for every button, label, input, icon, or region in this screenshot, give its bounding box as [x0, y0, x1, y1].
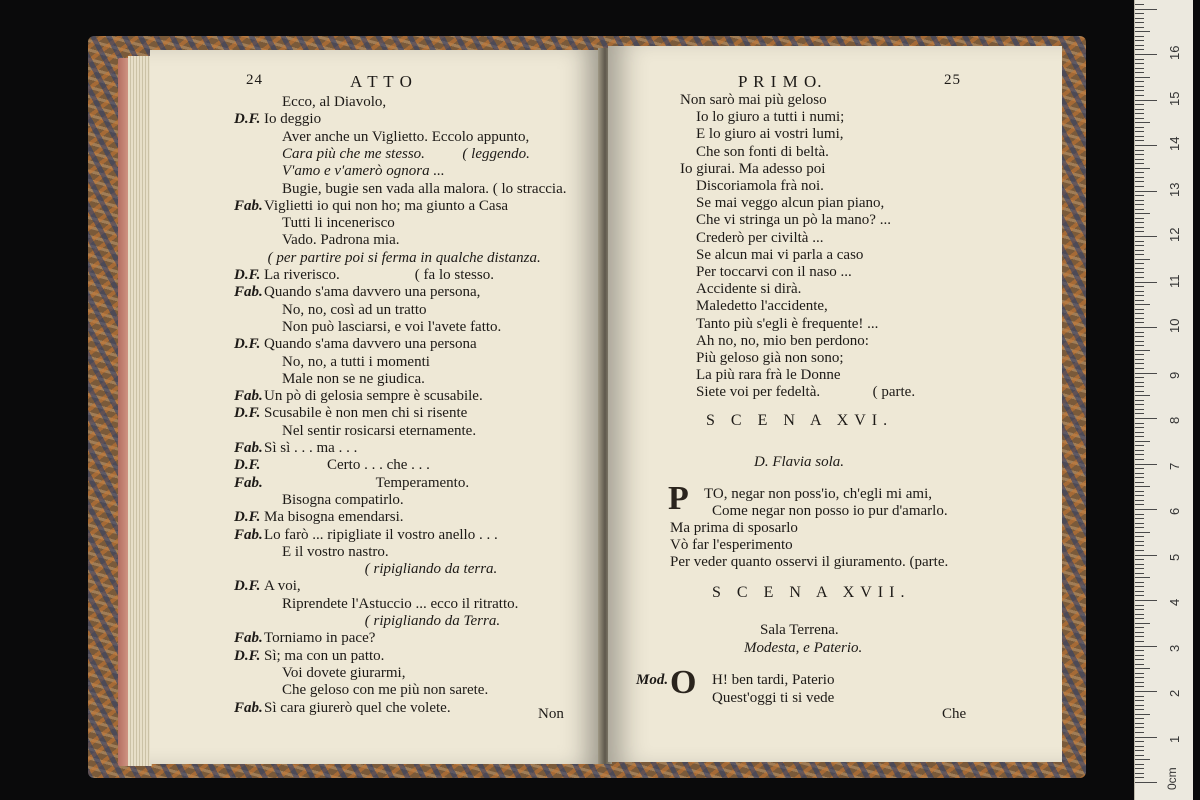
ruler-tick [1135, 518, 1144, 519]
ruler-tick [1135, 600, 1157, 601]
ruler-tick [1135, 586, 1144, 587]
ruler-tick [1135, 300, 1144, 301]
ruler-tick [1135, 464, 1157, 465]
ruler-tick [1135, 222, 1144, 223]
verse-line: E lo giuro ai vostri lumi, [696, 126, 844, 143]
ruler-tick [1135, 27, 1144, 28]
ruler-tick [1135, 714, 1150, 715]
ruler-tick [1135, 191, 1157, 192]
verse-line: Che geloso con me più non sarete. [282, 682, 489, 699]
speaker-label: D.F. [234, 578, 261, 595]
ruler-tick [1135, 49, 1144, 50]
verse-line: No, no, così ad un tratto [282, 301, 427, 318]
ruler-tick [1135, 172, 1144, 173]
ruler-tick [1135, 386, 1144, 387]
ruler-tick [1135, 409, 1144, 410]
speaker-label: D.F. [234, 336, 261, 353]
ruler-tick [1135, 332, 1144, 333]
ruler-tick [1135, 782, 1157, 783]
ruler-number: 3 [1167, 644, 1182, 652]
ruler-tick [1135, 686, 1144, 687]
ruler-tick [1135, 345, 1144, 346]
ruler-tick [1135, 545, 1144, 546]
ruler-tick [1135, 54, 1157, 55]
ruler-tick [1135, 432, 1144, 433]
verse-line: La più rara frà le Donne [696, 367, 841, 384]
speaker-label: Fab. [234, 630, 263, 647]
ruler-tick [1135, 454, 1144, 455]
verse-line: ( ripigliando da Terra. [364, 613, 501, 629]
ruler-tick [1135, 614, 1144, 615]
ruler-tick [1135, 63, 1144, 64]
ruler-tick [1135, 31, 1150, 32]
ruler-tick [1135, 750, 1144, 751]
verse-line: Voi dovete giurarmi, [282, 664, 406, 681]
ruler-tick [1135, 759, 1150, 760]
ruler-tick [1135, 623, 1150, 624]
right-page [608, 46, 1062, 762]
verse-line: Tutti li incenerisco [282, 215, 395, 232]
ruler-tick [1135, 500, 1144, 501]
ruler-tick [1135, 373, 1157, 374]
ruler-tick [1135, 59, 1144, 60]
verse-line: Io giurai. Ma adesso poi [680, 160, 826, 177]
ruler-tick [1135, 350, 1150, 351]
verse-line: Se alcun mai vi parla a caso [696, 246, 864, 263]
ruler-number: 12 [1167, 227, 1182, 242]
verse-line: La riverisco. ( fa lo stesso. [264, 267, 494, 283]
ruler-tick [1135, 541, 1144, 542]
ruler-tick [1135, 159, 1144, 160]
ruler-tick [1135, 213, 1150, 214]
ruler-tick [1135, 313, 1144, 314]
ruler-tick [1135, 532, 1150, 533]
ruler-tick [1135, 441, 1150, 442]
ruler-tick [1135, 45, 1144, 46]
ruler-number: 7 [1167, 462, 1182, 470]
ruler-tick [1135, 295, 1144, 296]
ruler-tick [1135, 109, 1144, 110]
ruler-number: 4 [1167, 598, 1182, 606]
ruler-tick [1135, 527, 1144, 528]
ruler-tick [1135, 4, 1144, 5]
ruler-tick [1135, 168, 1150, 169]
verse-line: Tanto più s'egli è frequente! ... [696, 315, 879, 332]
speaker-label: D.F. [234, 509, 261, 526]
ruler-tick [1135, 641, 1144, 642]
ruler-tick [1135, 77, 1150, 78]
ruler-tick [1135, 218, 1144, 219]
ruler-tick [1135, 577, 1150, 578]
speaker-label: Fab. [234, 699, 263, 716]
verse-line: Male non se ne giudica. [282, 370, 425, 387]
verse-line: E il vostro nastro. [282, 543, 389, 560]
verse-line: Ma prima di sposarlo [670, 520, 798, 536]
verse-line: Che son fonti di beltà. [696, 143, 829, 160]
ruler-tick [1135, 655, 1144, 656]
ruler-tick [1135, 277, 1144, 278]
ruler-tick [1135, 186, 1144, 187]
ruler-tick [1135, 395, 1150, 396]
ruler-tick [1135, 68, 1144, 69]
ruler-tick [1135, 359, 1144, 360]
verse-line: Io lo giuro a tutti i numi; [696, 109, 845, 126]
ruler-tick [1135, 195, 1144, 196]
ruler-number: 14 [1167, 136, 1182, 151]
ruler-tick [1135, 95, 1144, 96]
ruler-tick [1135, 559, 1144, 560]
ruler-tick [1135, 564, 1144, 565]
ruler-tick [1135, 727, 1144, 728]
ruler-tick [1135, 231, 1144, 232]
ruler-tick [1135, 268, 1144, 269]
ruler-tick [1135, 327, 1157, 328]
ruler-tick [1135, 336, 1144, 337]
ruler-tick [1135, 413, 1144, 414]
ruler-tick [1135, 491, 1144, 492]
ruler-tick [1135, 514, 1144, 515]
speaker-label: Fab. [234, 474, 263, 491]
verse-line: Sì cara giurerò quel che volete. [264, 699, 451, 716]
ruler-number: 15 [1167, 91, 1182, 106]
ruler-tick [1135, 591, 1144, 592]
ruler-number: 13 [1167, 182, 1182, 197]
verse-line: Bugie, bugie sen vada alla malora. ( lo straccia. [282, 180, 567, 197]
ruler-tick [1135, 536, 1144, 537]
verse-line: No, no, a tutti i momenti [282, 353, 430, 370]
ruler-tick [1135, 777, 1144, 778]
ruler-tick [1135, 764, 1144, 765]
ruler-tick [1135, 304, 1150, 305]
ruler-tick [1135, 122, 1150, 123]
verse-line: Quest'oggi ti si vede [712, 690, 835, 706]
ruler-tick [1135, 555, 1157, 556]
ruler-number: 16 [1167, 45, 1182, 60]
verse-line: Certo . . . che . . . [327, 457, 430, 474]
ruler-tick [1135, 254, 1144, 255]
ruler-tick [1135, 13, 1144, 14]
ruler-tick [1135, 245, 1144, 246]
verse-line: Scusabile è non men chi si risente [264, 405, 468, 422]
ruler-tick [1135, 36, 1144, 37]
verse-line: Sì; ma con un patto. [264, 647, 385, 664]
verse-line: Vò far l'esperimento [670, 537, 793, 553]
ruler-tick [1135, 90, 1144, 91]
right-catchword: Che [942, 706, 967, 722]
ruler-tick [1135, 445, 1144, 446]
ruler-number: 9 [1167, 371, 1182, 379]
verse-line: Per veder quanto osservi il giuramento. (parte. [670, 554, 949, 570]
speaker-label: D.F. [234, 405, 261, 422]
verse-line: Vado. Padrona mia. [282, 232, 400, 249]
ruler-tick [1135, 509, 1157, 510]
verse-line: Più geloso già non sono; [696, 350, 844, 366]
scene-17-speaker: Mod. [636, 672, 669, 688]
verse-line: Bisogna compatirlo. [282, 491, 404, 508]
scene-16-dropcap: P [668, 480, 687, 517]
ruler-tick [1135, 382, 1144, 383]
verse-line: Riprendete l'Astuccio ... ecco il ritratto. [282, 595, 519, 612]
ruler-tick [1135, 209, 1144, 210]
ruler-tick [1135, 468, 1144, 469]
verse-line: Accidente si dirà. [696, 281, 802, 298]
verse-line: Sì sì . . . ma . . . [264, 440, 358, 456]
ruler-tick [1135, 495, 1144, 496]
verse-line: ( ripigliando da terra. [364, 561, 498, 578]
left-page [150, 50, 602, 764]
scene-17-title: S C E N A XVII. [712, 584, 911, 601]
ruler-tick [1135, 664, 1144, 665]
ruler-tick [1135, 259, 1150, 260]
ruler-tick [1135, 341, 1144, 342]
ruler-tick [1135, 659, 1144, 660]
ruler-tick [1135, 605, 1144, 606]
speaker-label: Fab. [234, 388, 263, 405]
verse-line: Io deggio [264, 111, 322, 128]
ruler-tick [1135, 609, 1144, 610]
ruler-tick [1135, 732, 1144, 733]
ruler-tick [1135, 131, 1144, 132]
verse-line: A voi, [264, 578, 301, 595]
verse-line: Crederò per civiltà ... [696, 229, 824, 246]
ruler-tick [1135, 646, 1157, 647]
ruler-tick [1135, 40, 1144, 41]
ruler-tick [1135, 709, 1144, 710]
left-page-number: 24 [246, 72, 263, 88]
verse-line: Ecco, al Diavolo, [282, 94, 387, 110]
speaker-label: Fab. [234, 284, 263, 301]
ruler-unit-label: 0cm [1165, 767, 1179, 790]
ruler-tick [1135, 677, 1144, 678]
verse-line: Maledetto l'accidente, [696, 298, 828, 315]
ruler-tick [1135, 104, 1144, 105]
ruler-tick [1135, 272, 1144, 273]
ruler-tick [1135, 113, 1144, 114]
verse-line: Nel sentir rosicarsi eternamente. [282, 422, 477, 439]
verse-line: Siete voi per fedeltà. ( parte. [696, 384, 916, 401]
verse-line: Aver anche un Viglietto. Eccolo appunto, [282, 128, 530, 145]
ruler-tick [1135, 309, 1144, 310]
ruler-tick [1135, 737, 1157, 738]
verse-line: TO, negar non poss'io, ch'egli mi ami, [704, 486, 933, 502]
ruler-tick [1135, 700, 1144, 701]
right-page-number: 25 [944, 72, 961, 88]
ruler-tick [1135, 636, 1144, 637]
ruler-number: 11 [1167, 274, 1182, 288]
verse-line: H! ben tardi, Paterio [712, 672, 835, 688]
ruler-tick [1135, 363, 1144, 364]
verse-line: Non può lasciarsi, e voi l'avete fatto. [282, 318, 502, 335]
ruler-tick [1135, 140, 1144, 141]
scene-16-character: D. Flavia sola. [754, 454, 844, 470]
ruler-tick [1135, 236, 1157, 237]
ruler-number: 10 [1167, 318, 1182, 333]
speaker-label: Fab. [234, 526, 263, 543]
ruler-tick [1135, 696, 1144, 697]
ruler-tick [1135, 673, 1144, 674]
ruler-tick [1135, 486, 1150, 487]
ruler-tick [1135, 154, 1144, 155]
ruler-tick [1135, 568, 1144, 569]
ruler-tick [1135, 118, 1144, 119]
ruler-tick [1135, 459, 1144, 460]
ruler-tick [1135, 705, 1144, 706]
ruler-tick [1135, 145, 1157, 146]
ruler-number: 1 [1167, 735, 1182, 743]
scene-17-characters: Modesta, e Paterio. [744, 640, 863, 656]
verse-line: Che vi stringa un pò la mano? ... [696, 212, 891, 229]
ruler-tick [1135, 746, 1144, 747]
ruler-tick [1135, 100, 1157, 101]
ruler-tick [1135, 136, 1144, 137]
left-running-head: A T T O [350, 72, 413, 91]
ruler-tick [1135, 263, 1144, 264]
ruler-tick [1135, 718, 1144, 719]
ruler-tick [1135, 22, 1144, 23]
left-catchword: Non [538, 706, 564, 722]
ruler-number: 5 [1167, 553, 1182, 561]
ruler-tick [1135, 286, 1144, 287]
ruler-tick [1135, 691, 1157, 692]
ruler-tick [1135, 627, 1144, 628]
ruler-tick [1135, 81, 1144, 82]
ruler-tick [1135, 150, 1144, 151]
ruler-tick [1135, 368, 1144, 369]
ruler-number: 6 [1167, 507, 1182, 515]
ruler-tick [1135, 318, 1144, 319]
ruler-tick [1135, 181, 1144, 182]
ruler-tick [1135, 418, 1157, 419]
ruler-tick [1135, 668, 1150, 669]
ruler-tick [1135, 250, 1144, 251]
verse-line: Torniamo in pace? [264, 630, 376, 647]
verse-line: Ma bisogna emendarsi. [264, 509, 404, 526]
verse-line: V'amo e v'amerò ognora ... [282, 163, 445, 180]
verse-line: Viglietti io qui non ho; ma giunto a Casa [264, 197, 509, 214]
ruler-tick [1135, 582, 1144, 583]
ruler-tick [1135, 227, 1144, 228]
ruler-tick [1135, 72, 1144, 73]
scene-17-setting: Sala Terrena. [760, 622, 839, 638]
speaker-label: Fab. [234, 197, 263, 214]
ruler-tick [1135, 377, 1144, 378]
measurement-ruler [1134, 0, 1193, 800]
verse-line: Quando s'ama davvero una persona [264, 336, 477, 353]
scene-16-title: S C E N A XVI. [706, 412, 894, 429]
verse-line: Quando s'ama davvero una persona, [264, 284, 481, 301]
ruler-tick [1135, 18, 1144, 19]
ruler-tick [1135, 354, 1144, 355]
verse-line: Ah no, no, mio ben perdono: [696, 332, 869, 349]
ruler-tick [1135, 436, 1144, 437]
verse-line: Temperamento. [375, 474, 470, 491]
speaker-label: Fab. [234, 440, 263, 456]
right-running-head: P R I M O. [738, 72, 823, 91]
ruler-tick [1135, 768, 1144, 769]
ruler-tick [1135, 523, 1144, 524]
verse-line: Un pò di gelosia sempre è scusabile. [264, 388, 483, 405]
ruler-tick [1135, 773, 1144, 774]
ruler-tick [1135, 177, 1144, 178]
ruler-tick [1135, 504, 1144, 505]
verse-line: Lo farò ... ripigliate il vostro anello . . . [264, 526, 498, 543]
ruler-tick [1135, 427, 1144, 428]
ruler-tick [1135, 163, 1144, 164]
ruler-tick [1135, 322, 1144, 323]
speaker-label: D.F. [234, 111, 261, 128]
ruler-tick [1135, 682, 1144, 683]
ruler-tick [1135, 632, 1144, 633]
ruler-number: 2 [1167, 689, 1182, 697]
ruler-tick [1135, 423, 1144, 424]
verse-line: Cara più che me stesso. ( leggendo. [282, 145, 530, 162]
ruler-tick [1135, 482, 1144, 483]
ruler-number: 8 [1167, 416, 1182, 424]
page-edges [128, 56, 152, 766]
verse-line: Non sarò mai più geloso [680, 92, 827, 108]
ruler-tick [1135, 473, 1144, 474]
ruler-tick [1135, 391, 1144, 392]
ruler-tick [1135, 241, 1144, 242]
verse-line: Se mai veggo alcun pian piano, [696, 195, 885, 212]
ruler-tick [1135, 755, 1144, 756]
speaker-label: D.F. [234, 267, 261, 283]
verse-line: Discoriamola frà noi. [696, 178, 824, 194]
speaker-label: D.F. [234, 457, 261, 474]
ruler-tick [1135, 282, 1157, 283]
verse-line: ( per partire poi si ferma in qualche distanza. [267, 249, 541, 266]
ruler-tick [1135, 573, 1144, 574]
ruler-tick [1135, 86, 1144, 87]
verse-line: Per toccarvi con il naso ... [696, 264, 852, 280]
ruler-tick [1135, 618, 1144, 619]
ruler-tick [1135, 291, 1144, 292]
verse-line: Come negar non posso io pur d'amarlo. [712, 503, 948, 519]
ruler-tick [1135, 650, 1144, 651]
ruler-tick [1135, 404, 1144, 405]
ruler-tick [1135, 400, 1144, 401]
ruler-tick [1135, 723, 1144, 724]
ruler-tick [1135, 450, 1144, 451]
ruler-tick [1135, 9, 1157, 10]
speaker-label: D.F. [234, 647, 261, 664]
ruler-tick [1135, 595, 1144, 596]
ruler-tick [1135, 200, 1144, 201]
ruler-tick [1135, 477, 1144, 478]
ruler-tick [1135, 550, 1144, 551]
scene-17-dropcap: O [670, 664, 695, 701]
ruler-tick [1135, 204, 1144, 205]
ruler-tick [1135, 127, 1144, 128]
ruler-tick [1135, 741, 1144, 742]
